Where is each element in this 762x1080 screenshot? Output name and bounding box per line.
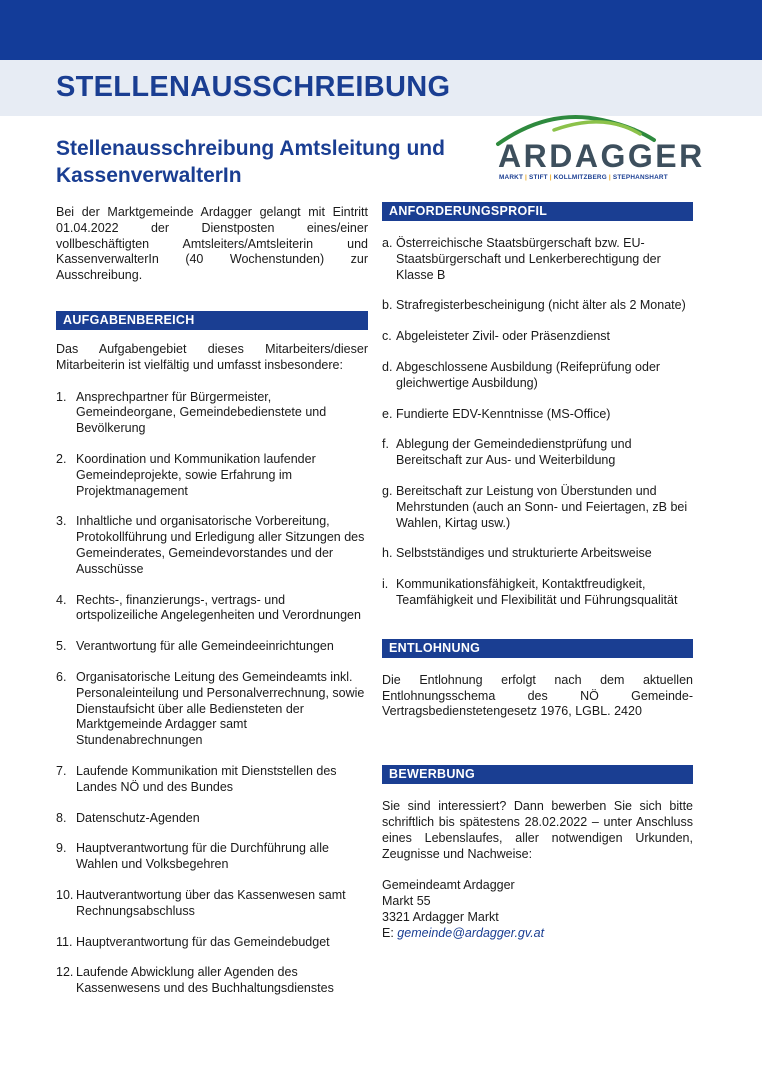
list-item: b. Strafregisterbescheinigung (nicht älter als 2 Monate)	[382, 298, 686, 313]
list-item: 2. Koordination und Kommunikation laufender Gemeindeprojekte, sowie Erfahrung im Projektmanagement	[56, 451, 316, 498]
list-item: f. Ablegung der Gemeindedienstprüfung und Bereitschaft zur Aus- und Weiterbildung	[382, 437, 632, 468]
aufgaben-list	[56, 390, 368, 997]
list-item: 5. Verantwortung für alle Gemeindeeinrichtungen	[56, 639, 334, 654]
section-heading-bewerbung: BEWERBUNG	[382, 765, 693, 784]
logo-subline: MARKT | STIFT | KOLLMITZBERG | STEPHANSHART	[499, 174, 668, 181]
list-item: 9. Hauptverantwortung für die Durchführung alle Wahlen und Volksbegehren	[56, 841, 329, 872]
list-item: 6. Organisatorische Leitung des Gemeindeamts inkl. Personaleinteilung und Personalverrechnung, sowie Dienstaufsicht über alle Bediensteten der Marktgemeinde Ardagger samt Stundenabrechnungen	[56, 669, 365, 748]
list-item: 3. Inhaltliche und organisatorische Vorbereitung, Protokollführung und Erledigung aller Sitzungen des Gemeinderates, Gemeindevorstandes und der Ausschüsse	[56, 514, 365, 576]
contact-block	[382, 878, 693, 941]
list-item: 1. Ansprechpartner für Bürgermeister, Gemeindeorgane, Gemeindebedienstete und Bevölkerung	[56, 389, 327, 436]
list-item: d. Abgeschlossene Ausbildung (Reifeprüfung oder gleichwertige Ausbildung)	[382, 359, 661, 390]
list-item: 12. Laufende Abwicklung aller Agenden des Kassenwesens und des Buchhaltungsdienstes	[56, 965, 334, 996]
list-item: 8. Datenschutz-Agenden	[56, 810, 200, 825]
contact-email-line: E: gemeinde@ardagger.gv.at	[382, 925, 545, 940]
email-link[interactable]: gemeinde@ardagger.gv.at	[397, 925, 545, 940]
list-item: h. Selbstständiges und strukturierte Arbeitsweise	[382, 546, 652, 561]
list-item: i. Kommunikationsfähigkeit, Kontaktfreudigkeit, Teamfähigkeit und Flexibilität und Führungsqualität	[382, 577, 678, 607]
page-title: STELLENAUSSCHREIBUNG	[56, 71, 451, 103]
page-subtitle: Stellenausschreibung Amtsleitung und KassenverwalterIn	[56, 137, 445, 187]
contact-street: Markt 55	[382, 894, 431, 909]
list-item: c. Abgeleisteter Zivil- oder Präsenzdienst	[382, 329, 610, 344]
section-heading-aufgaben: AUFGABENBEREICH	[56, 311, 368, 330]
list-item: 11. Hauptverantwortung für das Gemeindebudget	[56, 934, 330, 949]
logo-wordmark: ARDAGGER	[498, 138, 705, 174]
list-item: 4. Rechts-, finanzierungs-, vertrags- und ortspolizeiliche Angelegenheiten und Verordnungen	[56, 592, 361, 623]
list-item: 10. Hautverantwortung über das Kassenwesen samt Rechnungsabschluss	[56, 887, 346, 918]
contact-name: Gemeindeamt Ardagger	[382, 878, 515, 893]
list-item: e. Fundierte EDV-Kenntnisse (MS-Office)	[382, 406, 611, 421]
entlohnung-text: Die Entlohnung erfolgt nach dem aktuellen Entlohnungsschema des NÖ Gemeinde-Vertragsbedienstetengesetz 1976, LGBL. 2420	[382, 672, 693, 719]
anforderungen-list	[382, 236, 693, 609]
list-item: a. Österreichische Staatsbürgerschaft bzw. EU-Staatsbürgerschaft und Lenkerberechtigung der Klasse B	[382, 236, 661, 282]
aufgaben-intro: Das Aufgabengebiet dieses Mitarbeiters/dieser Mitarbeiterin ist vielfältig und umfasst insbesondere:	[56, 341, 368, 372]
bewerbung-text: Sie sind interessiert? Dann bewerben Sie sich bitte schriftlich bis spätestens 28.02.2022 – unter Anschluss eines Lebenslaufes, aller notwendigen Urkunden, Zeugnisse und Nachweise:	[382, 799, 693, 861]
ardagger-logo	[494, 110, 705, 188]
left-column	[56, 205, 368, 1012]
contact-city: 3321 Ardagger Markt	[382, 909, 499, 924]
intro-text: Bei der Marktgemeinde Ardagger gelangt mit Eintritt 01.04.2022 der Dienstposten eines/einer vollbeschäftigten Amtsleiters/Amtsleiterin und KassenverwalterIn (40 Wochenstunden) zur Ausschreibung.	[56, 205, 368, 283]
section-heading-entlohnung: ENTLOHNUNG	[382, 639, 693, 658]
list-item: g. Bereitschaft zur Leistung von Überstunden und Mehrstunden (auch an Sonn- und Feiertagen, zB bei Wahlen, Kirtag usw.)	[382, 483, 688, 530]
list-item: 7. Laufende Kommunikation mit Dienststellen des Landes NÖ und des Bundes	[56, 763, 337, 794]
section-heading-anforderungen: ANFORDERUNGSPROFIL	[382, 202, 693, 221]
right-column	[382, 202, 693, 942]
top-banner	[0, 0, 762, 60]
